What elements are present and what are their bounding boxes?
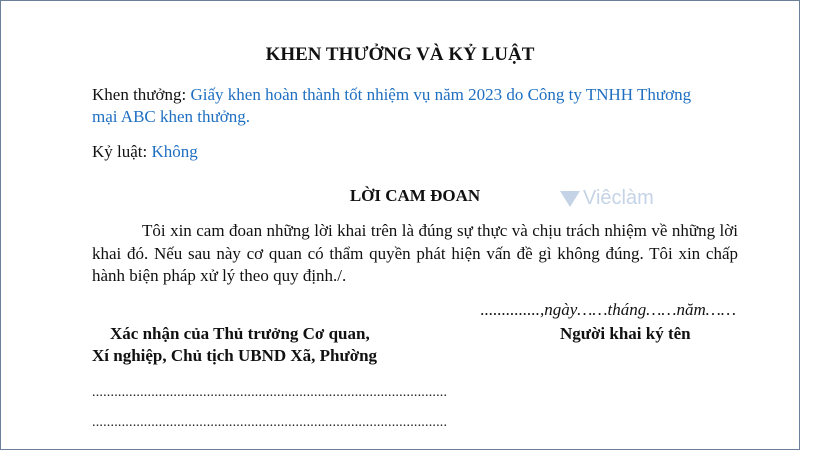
discipline-value: Không xyxy=(151,142,198,161)
watermark-logo xyxy=(560,186,654,210)
date-line: ..............,ngày……tháng……năm…… xyxy=(480,300,736,319)
discipline-label: Kỷ luật: xyxy=(92,142,152,161)
confirm-line-1: Xác nhận của Thủ trưởng Cơ quan, xyxy=(110,324,370,343)
watermark-text: Viêclàm xyxy=(583,187,654,209)
reward-value: Giấy khen hoàn thành tốt nhiệm vụ năm 2023 do Công ty TNHH Thương xyxy=(190,85,692,104)
signature-dots-2: ................................................................................................ xyxy=(92,415,448,430)
reward-value-cont: mại ABC khen thưởng. xyxy=(92,107,250,126)
commitment-paragraph: Tôi xin cam đoan những lời khai trên là đúng sự thực và chịu trách nhiệm về những lời khai đó. Nếu sau này cơ quan có thẩm quyền phát hiện vấn đề gì không đúng. Tôi xin chấp hành biện pháp xử lý theo quy định./. xyxy=(92,221,738,285)
reward-label: Khen thưởng: xyxy=(92,85,191,104)
confirm-line-2: Xí nghiệp, Chủ tịch UBND Xã, Phường xyxy=(92,346,378,365)
signer-label: Người khai ký tên xyxy=(560,324,691,343)
watermark-icon xyxy=(560,191,580,207)
discipline-line xyxy=(92,141,198,163)
page-title: KHEN THƯỞNG VÀ KỶ LUẬT xyxy=(265,44,535,65)
reward-line xyxy=(92,84,691,106)
signature-dots-1: ................................................................................................ xyxy=(92,385,448,400)
commitment-heading: LỜI CAM ĐOAN xyxy=(349,186,481,205)
